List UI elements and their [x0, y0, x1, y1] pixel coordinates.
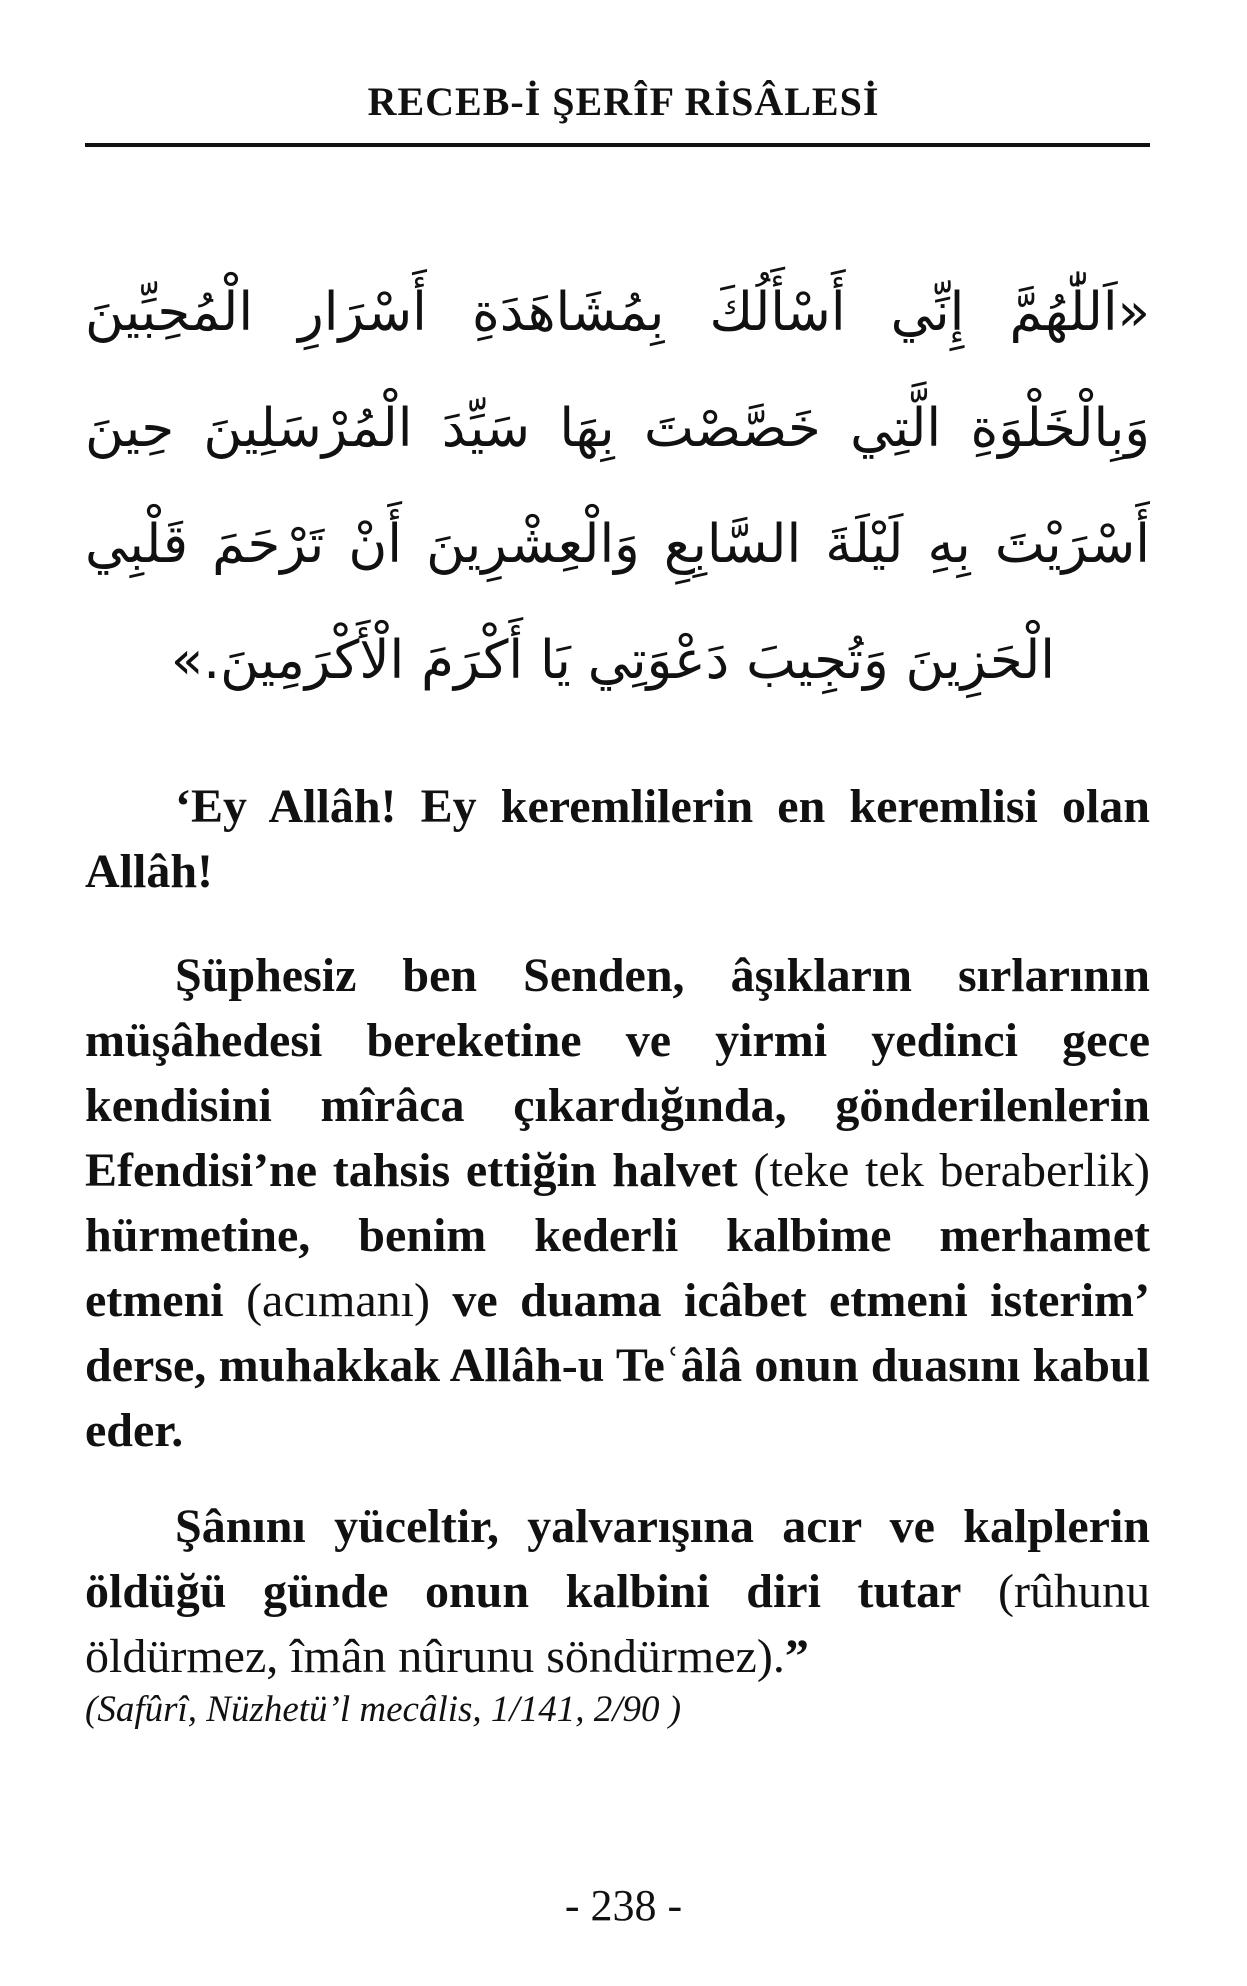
- header-rule: [85, 143, 1150, 147]
- arabic-line-3: أَسْرَيْتَ بِهِ لَيْلَةَ السَّابِعِ وَالْعِشْرِينَ أَنْ تَرْحَمَ قَلْبِي: [85, 514, 1150, 575]
- paragraph-2-part-3: hürmetine, benim kederli kalbime merhamet etmeni: [85, 1209, 1150, 1327]
- paragraph-2-gloss-2: (acımanı): [246, 1274, 430, 1327]
- arabic-line-2: وَبِالْخَلْوَةِ الَّتِي خَصَّصْتَ بِهَا سَيِّدَ الْمُرْسَلِينَ حِينَ: [85, 398, 1150, 459]
- source-citation: (Safûrî, Nüzhetü’l mecâlis, 1/141, 2/90 ): [85, 1689, 682, 1730]
- translation-paragraph-3: [85, 1494, 1150, 1689]
- arabic-line-4: الْحَزِينَ وَتُجِيبَ دَعْوَتِي يَا أَكْرَمَ الْأَكْرَمِينَ.»: [170, 630, 1055, 691]
- page-number: - 238 -: [564, 1881, 683, 1930]
- paragraph-3-text: [85, 1494, 1150, 1689]
- paragraph-2-text: [85, 943, 1150, 1463]
- paragraph-1-text: ‘Ey Allâh! Ey keremlilerin en keremlisi olan Allâh!: [85, 780, 1150, 898]
- translation-paragraph-1: [85, 774, 1150, 904]
- running-header: RECEB-İ ŞERÎF RİSÂLESİ: [367, 79, 880, 124]
- paragraph-3-closing-quote: ”: [784, 1630, 809, 1683]
- paragraph-2-gloss-1: (teke tek beraberlik): [753, 1144, 1151, 1197]
- paragraph-3-gloss: (rûhunu öldürmez, îmân nûrunu söndürmez).: [85, 1565, 1151, 1683]
- paragraph-3-part-1: Şânını yüceltir, yalvarışına acır ve kalplerin öldüğü günde onun kalbini diri tutar: [85, 1500, 1150, 1618]
- paragraph-2-part-5: ve duama icâbet etmeni isterim’ derse, muhakkak Allâh-u Teʿâlâ onun duasını kabul eder.: [85, 1274, 1151, 1457]
- arabic-line-1: «اَللّٰهُمَّ إِنِّي أَسْأَلُكَ بِمُشَاهَدَةِ أَسْرَارِ الْمُحِبِّينَ: [85, 282, 1150, 343]
- translation-paragraph-2: [85, 943, 1150, 1463]
- arabic-prayer: [85, 255, 1150, 719]
- paragraph-2-part-1: Şüphesiz ben Senden, âşıkların sırlarının müşâhedesi bereketine ve yirmi yedinci gece kendisini mîrâca çıkardığında, gönderilenlerin Efendisi’ne tahsis ettiğin halvet: [85, 949, 1150, 1197]
